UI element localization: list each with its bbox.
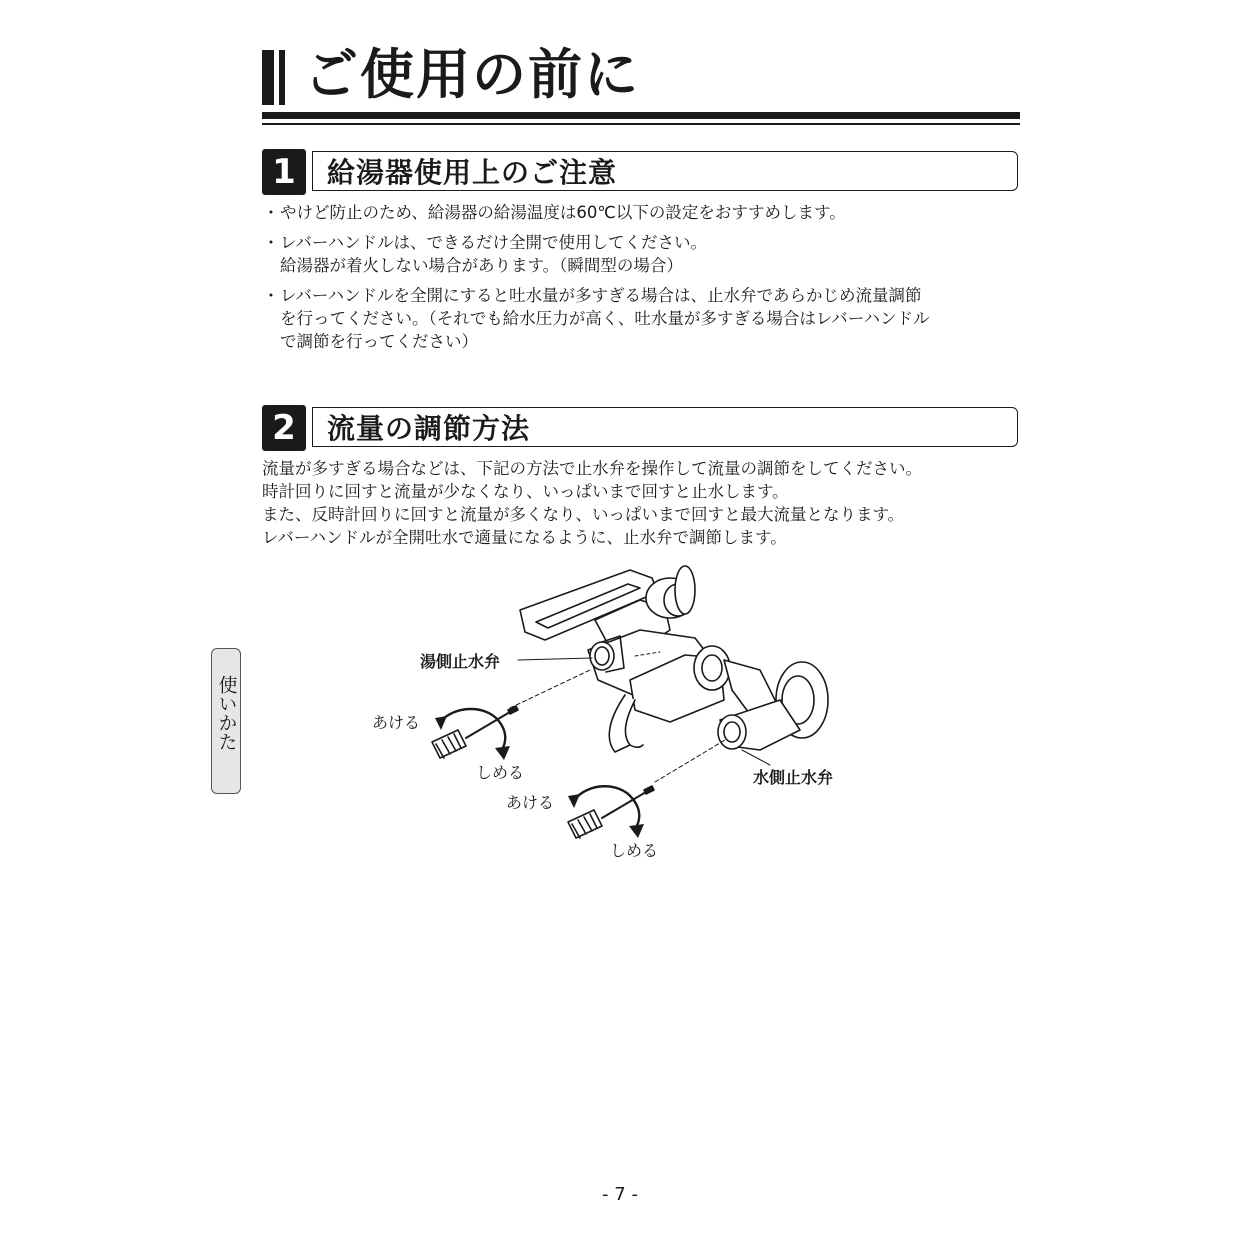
close-label: しめる xyxy=(610,841,659,860)
paragraph: レバーハンドルが全開吐水で適量になるように、止水弁で調節します。 xyxy=(262,528,787,547)
faucet-illustration xyxy=(340,560,900,880)
bullet-mark: ・ xyxy=(262,203,280,222)
section-title-box xyxy=(312,407,1018,447)
page-title: ご使用の前に xyxy=(304,43,640,106)
paragraph: 時計回りに回すと流量が少なくなり、いっぱいまで回すと止水します。 xyxy=(262,482,789,501)
bullet-text: 給湯器が着火しない場合があります。（瞬間型の場合） xyxy=(280,256,683,275)
hot-valve-label: 湯側止水弁 xyxy=(420,652,501,671)
list-item xyxy=(262,201,1022,224)
faucet-valve-diagram xyxy=(340,560,900,880)
bullet-text: を行ってください。（それでも給水圧力が高く、吐水量が多すぎる場合はレバーハンドル xyxy=(280,309,930,328)
side-index-tab xyxy=(211,648,241,794)
flow-adjust-instructions xyxy=(262,457,1022,549)
section-number: 2 xyxy=(262,405,306,451)
title-rule xyxy=(262,123,1020,125)
paragraph: 流量が多すぎる場合などは、下記の方法で止水弁を操作して流量の調節をしてください。 xyxy=(262,459,922,478)
list-item xyxy=(262,231,1022,277)
section-title: 給湯器使用上のご注意 xyxy=(327,156,618,189)
open-label: あける xyxy=(506,793,555,812)
cold-valve-label: 水側止水弁 xyxy=(753,768,834,787)
section-title-box xyxy=(312,151,1018,191)
section-1-heading xyxy=(262,149,1020,193)
open-label: あける xyxy=(372,713,421,732)
paragraph: また、反時計回りに回すと流量が多くなり、いっぱいまで回すと最大流量となります。 xyxy=(262,505,905,524)
caution-list xyxy=(262,201,1022,360)
list-item xyxy=(262,284,1022,353)
bullet-mark: ・ xyxy=(262,233,280,252)
title-rule xyxy=(262,112,1020,119)
section-title: 流量の調節方法 xyxy=(327,412,531,445)
bullet-mark: ・ xyxy=(262,286,280,305)
section-2-heading xyxy=(262,405,1020,449)
bullet-text: レバーハンドルを全開にすると吐水量が多すぎる場合は、止水弁であらかじめ流量調節 xyxy=(280,286,922,305)
page-number: - 7 - xyxy=(602,1184,638,1205)
section-number: 1 xyxy=(262,149,306,195)
bullet-text: で調節を行ってください） xyxy=(280,332,478,351)
bullet-text: やけど防止のため、給湯器の給湯温度は60℃以下の設定をおすすめします。 xyxy=(280,203,846,222)
close-label: しめる xyxy=(476,763,525,782)
side-tab-label: 使いかた xyxy=(215,675,238,751)
bullet-text: レバーハンドルは、できるだけ全開で使用してください。 xyxy=(280,233,708,252)
title-bar-mark xyxy=(262,50,274,105)
title-bar-mark xyxy=(279,50,285,105)
